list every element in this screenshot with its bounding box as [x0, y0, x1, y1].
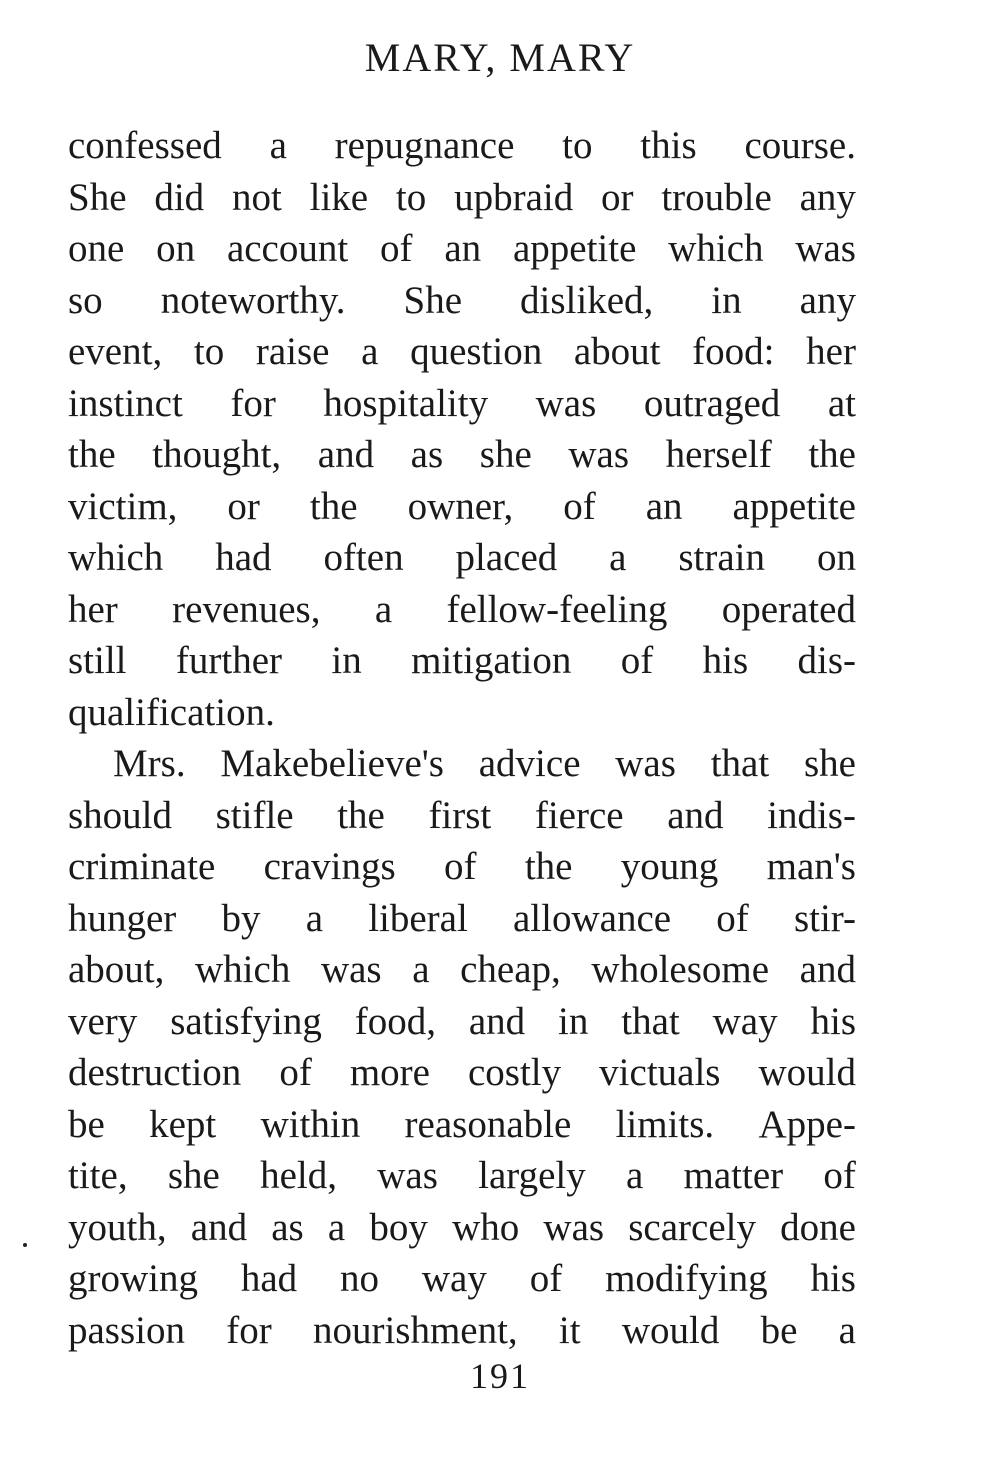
word: disliked,	[520, 278, 654, 322]
text-line	[68, 1150, 856, 1202]
word: which	[668, 227, 764, 270]
word: in	[711, 278, 742, 322]
word: within	[260, 1102, 361, 1146]
word: was	[568, 433, 630, 476]
word: be	[68, 1102, 105, 1146]
word: young	[620, 845, 719, 888]
text-line	[68, 429, 856, 481]
word: food,	[354, 999, 436, 1043]
word: for	[226, 1308, 272, 1352]
word: growing	[68, 1257, 198, 1300]
text-line	[68, 481, 856, 533]
word: thought,	[152, 433, 282, 476]
word: outraged	[643, 381, 781, 425]
word: of	[279, 1051, 312, 1094]
text-line	[68, 223, 856, 275]
word: noteworthy.	[160, 278, 346, 322]
word: had	[240, 1257, 298, 1300]
word: the	[309, 484, 358, 528]
word: was	[795, 227, 856, 270]
word: the	[337, 793, 385, 837]
word: a	[269, 124, 287, 167]
text-line	[68, 326, 856, 378]
word: repugnance	[334, 124, 515, 167]
word: of	[444, 845, 477, 888]
word: a	[609, 536, 627, 579]
word: his	[810, 999, 856, 1043]
word: appetite	[732, 484, 856, 528]
word: one	[68, 227, 125, 270]
word: a	[305, 896, 323, 940]
word: of	[716, 896, 749, 940]
word: advice	[478, 742, 581, 785]
word: confessed	[68, 124, 222, 167]
word: owner,	[407, 484, 514, 528]
word: modifying	[605, 1257, 768, 1300]
word: fellow-feeling	[446, 587, 668, 631]
word: way	[712, 999, 778, 1043]
word: placed	[455, 536, 558, 579]
word: a	[412, 948, 430, 991]
word: event,	[68, 330, 163, 373]
text-line	[68, 378, 856, 430]
word: course.	[744, 124, 856, 167]
word: trouble	[661, 175, 772, 219]
word: appetite	[512, 227, 637, 270]
word: any	[799, 278, 856, 322]
word: she	[167, 1154, 220, 1197]
word: a	[374, 587, 393, 631]
word: her	[68, 587, 118, 631]
word: She	[403, 278, 463, 322]
word: liberal	[368, 896, 468, 940]
word: which	[68, 536, 164, 579]
word: indis-	[767, 793, 856, 837]
word: scarcely	[628, 1205, 756, 1249]
ink-speck	[23, 1243, 27, 1247]
word: so	[68, 278, 103, 322]
word: nourishment,	[312, 1308, 518, 1352]
text-line-paragraph-end	[68, 687, 856, 739]
word: operated	[721, 587, 856, 631]
word: about,	[68, 948, 165, 991]
word: she	[479, 433, 532, 476]
word: in	[331, 639, 362, 682]
word: to	[395, 175, 427, 219]
word: was	[535, 381, 597, 425]
word: no	[340, 1257, 380, 1300]
running-head: MARY, MARY	[364, 35, 636, 80]
word: in	[558, 999, 589, 1043]
word: who	[452, 1205, 520, 1249]
word: of	[380, 227, 413, 270]
word: still	[68, 639, 127, 682]
word: victim,	[68, 484, 178, 528]
word: satisfying	[170, 999, 322, 1043]
word: the	[68, 433, 116, 476]
word: of	[620, 639, 654, 682]
word: and	[190, 1205, 248, 1249]
word: be	[760, 1308, 798, 1352]
word: costly	[467, 1051, 562, 1094]
word: she	[803, 742, 856, 785]
text-line	[68, 1202, 856, 1254]
word: Makebelieve's	[220, 742, 444, 785]
word: or	[227, 484, 260, 528]
word: first	[428, 793, 492, 837]
word: often	[323, 536, 404, 579]
word: any	[799, 175, 856, 219]
word: youth,	[68, 1205, 167, 1249]
word: a	[361, 330, 379, 373]
word: allowance	[513, 896, 672, 940]
text-line	[68, 841, 856, 893]
word: it	[558, 1308, 581, 1352]
word: to	[562, 124, 593, 167]
word: this	[640, 124, 697, 167]
word: She	[68, 175, 127, 219]
text-line	[68, 120, 856, 172]
text-line	[68, 1253, 856, 1305]
word: raise	[255, 330, 330, 373]
word: an	[645, 484, 683, 528]
word: cheap,	[460, 948, 561, 991]
word: strain	[678, 536, 766, 579]
word: limits.	[615, 1102, 715, 1146]
word: was	[320, 948, 382, 991]
word: wholesome	[591, 948, 770, 991]
word: did	[154, 175, 205, 219]
word: question	[410, 330, 543, 373]
word: upbraid	[454, 175, 574, 219]
word: kept	[149, 1102, 217, 1146]
word: account	[226, 227, 349, 270]
word: the	[808, 433, 856, 476]
word: and	[317, 433, 375, 476]
word: the	[524, 845, 573, 888]
word: cravings	[263, 845, 396, 888]
text-line	[68, 584, 856, 636]
word: further	[175, 639, 282, 682]
word: held,	[260, 1154, 337, 1197]
text-line	[68, 635, 856, 687]
word: criminate	[68, 845, 216, 888]
word: man's	[766, 845, 856, 888]
word: about	[573, 330, 661, 373]
word: on	[816, 536, 856, 579]
word: way	[421, 1257, 487, 1300]
body-text	[68, 120, 856, 1356]
word: should	[68, 793, 173, 837]
word: at	[827, 381, 856, 425]
word: boy	[369, 1205, 428, 1249]
word: done	[780, 1205, 856, 1249]
word: victuals	[599, 1051, 721, 1094]
word: as	[410, 433, 444, 476]
text-line	[68, 1099, 856, 1151]
text-line	[68, 996, 856, 1048]
word: stifle	[215, 793, 294, 837]
word: to	[193, 330, 225, 373]
word: a	[625, 1154, 644, 1197]
word: her	[806, 330, 856, 373]
word: on	[156, 227, 196, 270]
word: herself	[665, 433, 772, 476]
text-line	[68, 893, 856, 945]
word: dis-	[797, 639, 856, 682]
word: was	[377, 1154, 438, 1197]
text-line	[68, 944, 856, 996]
word: which	[195, 948, 291, 991]
word: had	[215, 536, 272, 579]
word: that	[621, 999, 680, 1043]
word: reasonable	[404, 1102, 572, 1146]
word: and	[468, 999, 526, 1043]
text-line	[68, 532, 856, 584]
word: Appe-	[758, 1102, 856, 1146]
word: passion	[68, 1308, 185, 1352]
word: and	[667, 793, 724, 837]
word: food:	[692, 330, 775, 373]
word: and	[799, 948, 856, 991]
word: by	[221, 896, 261, 940]
word: very	[68, 999, 138, 1043]
word: more	[349, 1051, 430, 1094]
word: an	[444, 227, 482, 270]
word: for	[230, 381, 276, 425]
word: a	[838, 1308, 856, 1352]
word: qualification.	[68, 690, 275, 734]
word: would	[758, 1051, 856, 1094]
word: mitigation	[411, 639, 572, 682]
word: stir-	[793, 896, 856, 940]
word: a	[327, 1205, 346, 1249]
word: Mrs.	[113, 742, 186, 785]
text-line-paragraph-start	[68, 738, 856, 790]
word: of	[563, 484, 596, 528]
word: instinct	[68, 381, 183, 425]
word: not	[231, 175, 282, 219]
word: of	[529, 1257, 563, 1300]
word: was	[615, 742, 676, 785]
word: that	[710, 742, 770, 785]
word: would	[621, 1308, 720, 1352]
word: hospitality	[323, 381, 489, 425]
word: largely	[478, 1154, 586, 1197]
word: as	[271, 1205, 304, 1249]
text-line	[68, 172, 856, 224]
text-line	[68, 275, 856, 327]
word: fierce	[534, 793, 624, 837]
word: or	[601, 175, 634, 219]
word: hunger	[68, 896, 177, 940]
word: revenues,	[172, 587, 321, 631]
text-line	[68, 790, 856, 842]
word: his	[702, 639, 749, 682]
text-line	[68, 1305, 856, 1357]
page-number: 191	[470, 1356, 530, 1396]
word: destruction	[68, 1051, 242, 1094]
word: was	[543, 1205, 605, 1249]
text-line	[68, 1047, 856, 1099]
word: tite,	[68, 1154, 128, 1197]
word: matter	[683, 1154, 784, 1197]
word: of	[823, 1154, 856, 1197]
word: his	[810, 1257, 856, 1300]
word: like	[309, 175, 369, 219]
